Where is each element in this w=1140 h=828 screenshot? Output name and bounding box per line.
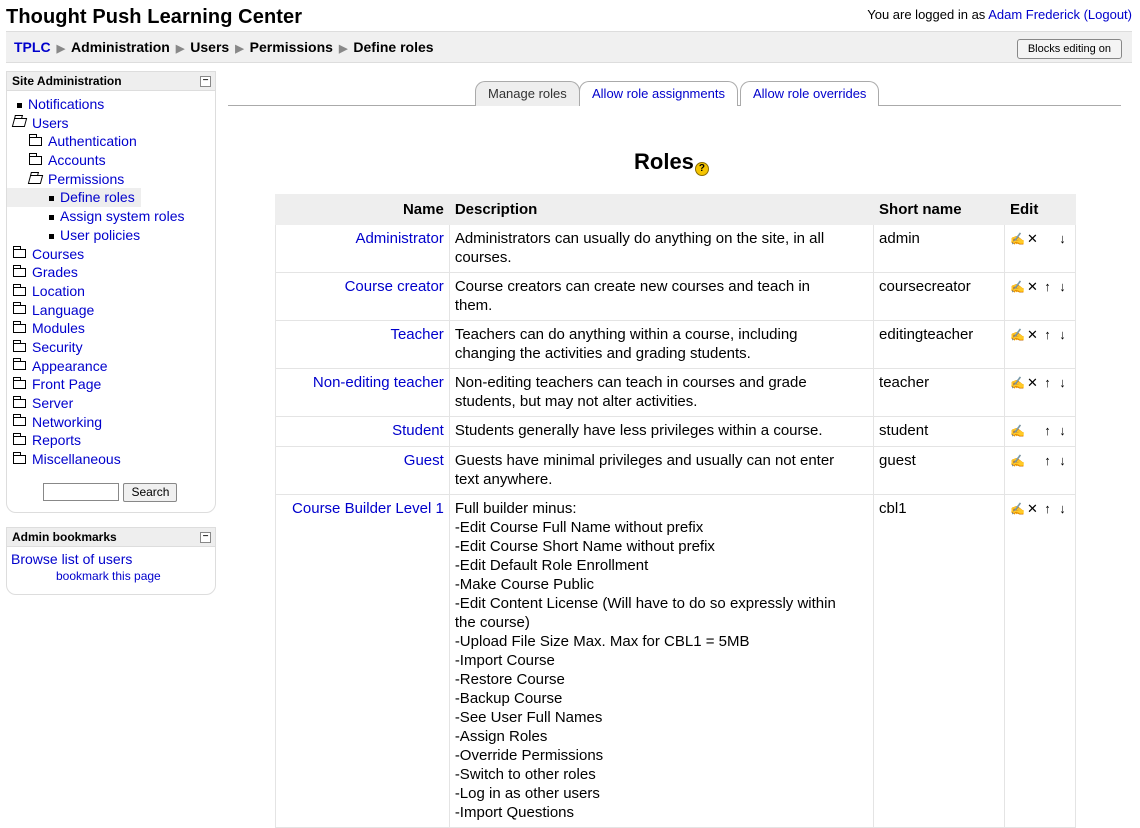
role-edit-cell	[1004, 495, 1075, 828]
role-edit-cell	[1004, 369, 1075, 417]
admin-search-button[interactable]: Search	[123, 483, 177, 502]
delete-icon[interactable]: ✕	[1027, 279, 1038, 294]
role-short-name-cell: guest	[874, 447, 1005, 495]
breadcrumb	[14, 39, 434, 55]
delete-icon[interactable]: ✕	[1027, 375, 1038, 390]
folder-icon	[13, 324, 26, 333]
collapse-icon[interactable]: −	[200, 532, 211, 543]
description-line: Guests have minimal privileges and usually can not enter	[454, 452, 835, 469]
table-row	[276, 495, 1076, 828]
move-down-icon[interactable]: ↓	[1059, 423, 1066, 438]
role-name-link[interactable]: Course creator	[344, 278, 444, 295]
table-row	[276, 225, 1076, 273]
role-short-name-cell: teacher	[874, 369, 1005, 417]
move-up-icon[interactable]: ↑	[1044, 327, 1051, 342]
table-row	[276, 447, 1076, 495]
description-line: Course creators can create new courses and teach in	[454, 278, 811, 295]
description-line: Non-editing teachers can teach in courses and grade	[454, 374, 807, 391]
move-down-icon[interactable]: ↓	[1059, 453, 1066, 468]
description-line: them.	[454, 297, 493, 314]
delete-icon[interactable]: ✕	[1027, 501, 1038, 516]
site-admin-header	[7, 72, 215, 91]
breadcrumb-separator-icon: ▶	[235, 43, 244, 55]
bookmark-this-page-row	[7, 569, 215, 583]
bullet-icon	[17, 103, 22, 108]
help-icon[interactable]: ?	[695, 162, 709, 176]
folder-icon	[13, 436, 26, 445]
description-line: the course)	[454, 614, 530, 631]
tree-item-assign-system-roles[interactable]: Assign system roles	[7, 207, 215, 226]
role-edit-cell	[1004, 417, 1075, 447]
tree-item-define-roles[interactable]: Define roles	[7, 188, 141, 207]
folder-icon	[13, 417, 26, 426]
move-down-icon[interactable]: ↓	[1059, 231, 1066, 246]
description-line: Teachers can do anything within a course, including	[454, 326, 798, 343]
tree-item-miscellaneous[interactable]: Miscellaneous	[7, 450, 215, 469]
table-row	[276, 321, 1076, 369]
role-edit-cell	[1004, 225, 1075, 273]
tree-item-language[interactable]: Language	[7, 301, 215, 320]
move-down-icon[interactable]: ↓	[1059, 279, 1066, 294]
admin-bookmarks-block	[6, 527, 216, 595]
table-row	[276, 417, 1076, 447]
move-up-icon[interactable]: ↑	[1044, 453, 1051, 468]
column-header-short-name: Short name	[874, 195, 1005, 225]
tree-item-users[interactable]: Users	[7, 114, 215, 133]
admin-bookmarks-title: Admin bookmarks	[12, 530, 117, 544]
move-up-icon[interactable]: ↑	[1044, 375, 1051, 390]
breadcrumb-item-permissions[interactable]: Permissions	[249, 39, 333, 55]
role-short-name-cell: admin	[874, 225, 1005, 273]
role-name-link[interactable]: Course Builder Level 1	[292, 500, 444, 517]
description-line: -Edit Course Short Name without prefix	[454, 538, 715, 555]
description-line: -Make Course Public	[454, 576, 595, 593]
description-line: -Import Questions	[454, 804, 575, 821]
role-description-cell	[449, 273, 873, 321]
role-name-link[interactable]: Non-editing teacher	[312, 374, 444, 391]
site-admin-block	[6, 71, 216, 513]
breadcrumb-item-users[interactable]: Users	[190, 39, 230, 55]
folder-icon	[13, 249, 26, 258]
role-edit-cell	[1004, 273, 1075, 321]
role-description-cell	[449, 321, 873, 369]
description-line: -See User Full Names	[454, 709, 603, 726]
role-description-cell	[449, 417, 873, 447]
bullet-icon	[49, 215, 54, 220]
tree-item-notifications[interactable]: Notifications	[7, 95, 215, 114]
move-down-icon[interactable]: ↓	[1059, 327, 1066, 342]
move-up-icon[interactable]: ↑	[1044, 423, 1051, 438]
role-description-cell	[449, 447, 873, 495]
role-short-name-cell: editingteacher	[874, 321, 1005, 369]
role-short-name-cell: cbl1	[874, 495, 1005, 828]
tree-item-authentication[interactable]: Authentication	[7, 132, 215, 151]
edit-icon[interactable]: ✍	[1010, 454, 1025, 468]
role-short-name-cell: student	[874, 417, 1005, 447]
roles-table	[275, 194, 1076, 828]
description-line: Administrators can usually do anything on the site, in all	[454, 230, 825, 247]
edit-icon[interactable]: ✍	[1010, 502, 1025, 516]
collapse-icon[interactable]: −	[200, 76, 211, 87]
edit-icon[interactable]: ✍	[1010, 232, 1025, 246]
role-name-link[interactable]: Teacher	[390, 326, 444, 343]
tree-item-courses[interactable]: Courses	[7, 245, 215, 264]
role-description-cell	[449, 369, 873, 417]
description-line: students, but may not alter activities.	[454, 393, 698, 410]
move-down-icon[interactable]: ↓	[1059, 501, 1066, 516]
breadcrumb-item-current: Define roles	[353, 39, 434, 55]
description-line: -Upload File Size Max. Max for CBL1 = 5MB	[454, 633, 750, 650]
description-line: -Import Course	[454, 652, 555, 669]
logout-link[interactable]: (Logout)	[1083, 7, 1132, 22]
edit-icon[interactable]: ✍	[1010, 328, 1025, 342]
folder-icon	[13, 305, 26, 314]
description-line: -Assign Roles	[454, 728, 548, 745]
role-name-cell	[276, 273, 450, 321]
folder-icon	[13, 287, 26, 296]
role-description-cell	[449, 225, 873, 273]
role-description-cell	[449, 495, 873, 828]
bullet-icon	[49, 234, 54, 239]
description-line: courses.	[454, 249, 512, 266]
breadcrumb-separator-icon: ▶	[338, 43, 348, 55]
page-title: Roles	[634, 149, 694, 174]
description-line: -Log in as other users	[454, 785, 600, 802]
breadcrumb-home-link[interactable]: TPLC	[14, 39, 51, 55]
tree-item-front-page[interactable]: Front Page	[7, 375, 215, 394]
description-line: -Edit Default Role Enrollment	[454, 557, 649, 574]
folder-open-icon	[12, 118, 27, 127]
login-prefix: You are logged in as	[867, 7, 986, 22]
edit-icon[interactable]: ✍	[1010, 280, 1025, 294]
folder-icon	[13, 343, 26, 352]
role-name-link[interactable]: Guest	[403, 452, 444, 469]
navbar	[6, 31, 1132, 63]
role-short-name-cell: coursecreator	[874, 273, 1005, 321]
tree-item-grades[interactable]: Grades	[7, 263, 215, 282]
description-line: text anywhere.	[454, 471, 553, 488]
tree-item-location[interactable]: Location	[7, 282, 215, 301]
table-header-row	[276, 195, 1076, 225]
page-heading	[634, 149, 709, 176]
breadcrumb-separator-icon: ▶	[175, 43, 185, 55]
role-name-link[interactable]: Student	[392, 422, 444, 439]
tab-allow-role-overrides[interactable]: Allow role overrides	[740, 81, 879, 106]
description-line: -Restore Course	[454, 671, 565, 688]
role-edit-cell	[1004, 321, 1075, 369]
tree-item-reports[interactable]: Reports	[7, 431, 215, 450]
folder-open-icon	[28, 175, 43, 184]
login-info	[867, 7, 1132, 22]
role-name-cell	[276, 447, 450, 495]
tab-allow-role-assignments[interactable]: Allow role assignments	[579, 81, 738, 106]
admin-search-input[interactable]	[43, 483, 119, 501]
tree-item-permissions[interactable]: Permissions	[7, 170, 215, 189]
move-up-icon[interactable]: ↑	[1044, 279, 1051, 294]
tree-item-modules[interactable]: Modules	[7, 319, 215, 338]
folder-icon	[13, 399, 26, 408]
tree-item-accounts[interactable]: Accounts	[7, 151, 215, 170]
move-up-icon[interactable]: ↑	[1044, 501, 1051, 516]
role-edit-cell	[1004, 447, 1075, 495]
description-line: -Edit Content License (Will have to do so expressly within	[454, 595, 836, 612]
blocks-editing-button[interactable]: Blocks editing on	[1017, 39, 1122, 59]
edit-icon[interactable]: ✍	[1010, 424, 1025, 438]
edit-icon[interactable]: ✍	[1010, 376, 1025, 390]
role-name-link[interactable]: Administrator	[355, 230, 444, 247]
bullet-icon	[49, 196, 54, 201]
column-header-edit: Edit	[1004, 195, 1075, 225]
column-header-name: Name	[276, 195, 450, 225]
admin-bookmarks-header	[7, 528, 215, 547]
move-down-icon[interactable]: ↓	[1059, 375, 1066, 390]
description-line: Students generally have less privileges within a course.	[454, 422, 823, 439]
site-admin-tree	[7, 91, 215, 475]
description-line: -Backup Course	[454, 690, 563, 707]
delete-icon[interactable]: ✕	[1027, 327, 1038, 342]
browse-users-link[interactable]: Browse list of users	[11, 551, 133, 567]
breadcrumb-separator-icon: ▶	[56, 43, 66, 55]
folder-icon	[13, 361, 26, 370]
folder-icon	[13, 455, 26, 464]
delete-icon[interactable]: ✕	[1027, 231, 1038, 246]
description-line: -Edit Course Full Name without prefix	[454, 519, 704, 536]
role-name-cell	[276, 321, 450, 369]
folder-icon	[13, 268, 26, 277]
tree-item-server[interactable]: Server	[7, 394, 215, 413]
description-line: -Switch to other roles	[454, 766, 596, 783]
table-row	[276, 369, 1076, 417]
tree-item-user-policies[interactable]: User policies	[7, 226, 215, 245]
description-line: -Override Permissions	[454, 747, 604, 764]
tree-item-appearance[interactable]: Appearance	[7, 357, 215, 376]
description-line: Full builder minus:	[454, 500, 577, 517]
table-row	[276, 273, 1076, 321]
folder-icon	[29, 156, 42, 165]
role-name-cell	[276, 369, 450, 417]
folder-icon	[13, 380, 26, 389]
site-admin-title: Site Administration	[12, 74, 122, 88]
tab-manage-roles[interactable]: Manage roles	[475, 81, 580, 106]
bookmark-page-link[interactable]: bookmark this page	[56, 569, 161, 583]
site-title: Thought Push Learning Center	[6, 6, 303, 28]
column-header-description: Description	[449, 195, 873, 225]
tree-item-security[interactable]: Security	[7, 338, 215, 357]
admin-search-row	[7, 475, 215, 512]
breadcrumb-item-administration[interactable]: Administration	[71, 39, 170, 55]
role-name-cell	[276, 495, 450, 828]
tree-item-networking[interactable]: Networking	[7, 413, 215, 432]
description-line: changing the activities and grading students.	[454, 345, 751, 362]
role-name-cell	[276, 225, 450, 273]
user-profile-link[interactable]: Adam Frederick	[988, 7, 1080, 22]
bookmarks-content	[7, 547, 215, 567]
folder-icon	[29, 137, 42, 146]
role-name-cell	[276, 417, 450, 447]
